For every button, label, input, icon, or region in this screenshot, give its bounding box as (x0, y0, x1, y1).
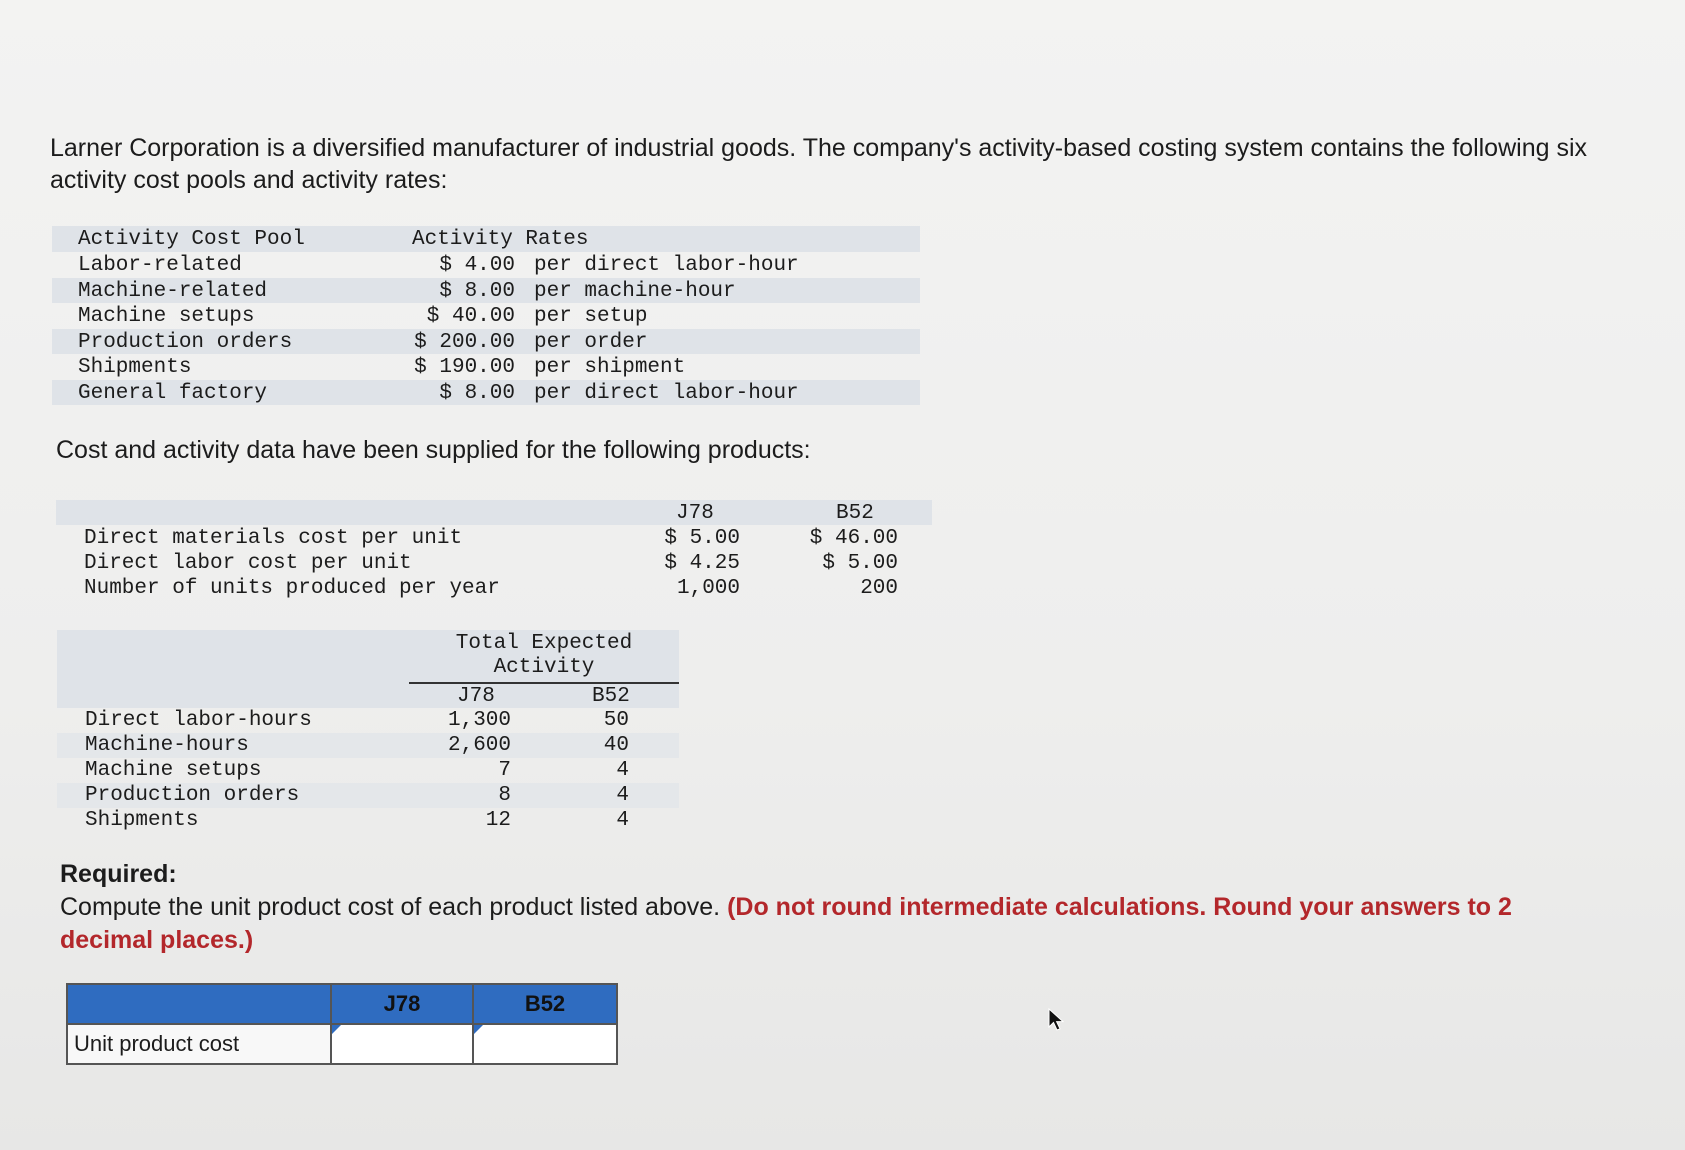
activity-header-row (57, 630, 679, 708)
rates-row (52, 252, 920, 278)
required-heading: Required: (60, 860, 177, 888)
answer-header-row (67, 984, 617, 1024)
j78-value: 1,000 (676, 577, 740, 600)
b52-value: 40 (603, 734, 629, 757)
cost-row (56, 550, 932, 575)
b52-value: 4 (616, 809, 629, 832)
b52-value: $ 46.00 (809, 527, 898, 550)
activity-row-label: Machine-hours (85, 734, 249, 757)
rate-value: $ 4.00 (439, 254, 515, 277)
cost-row (56, 575, 932, 600)
b52-value: 4 (616, 784, 629, 807)
activity-header-rule (409, 682, 679, 684)
answer-row (67, 1024, 617, 1064)
rate-value: $ 8.00 (439, 279, 515, 303)
j78-value: 1,300 (447, 709, 511, 732)
b52-value: $ 5.00 (822, 552, 898, 575)
rate-unit: per shipment (534, 356, 686, 379)
pool-name: Machine setups (78, 305, 255, 328)
j78-answer-cell[interactable] (331, 1024, 473, 1064)
rate-value: $ 8.00 (439, 381, 515, 405)
rates-row (52, 354, 920, 380)
cost-intro-text: Cost and activity data have been supplied for the following products: (56, 436, 811, 464)
answer-table (66, 983, 618, 1065)
pool-name: Machine-related (78, 279, 268, 303)
b52-column-header: B52 (836, 502, 874, 525)
rates-header-row (52, 226, 920, 252)
pool-name: Shipments (78, 356, 192, 379)
rate-value: $ 200.00 (414, 330, 515, 354)
input-marker-icon (332, 1025, 341, 1034)
rate-unit: per order (534, 330, 648, 354)
activity-row (57, 758, 679, 783)
activity-row-label: Machine setups (85, 759, 262, 782)
j78-value: 8 (498, 784, 511, 807)
b52-value: 200 (860, 577, 898, 600)
input-marker-icon (474, 1025, 483, 1034)
j78-unit-cost-input[interactable] (332, 1025, 472, 1063)
activity-title-line1: Total Expected (455, 632, 633, 655)
activity-rates-table (52, 226, 920, 405)
intro-text: Larner Corporation is a diversified manufacturer of industrial goods. The company's activity-based costing system contains the following six activity cost pools and activity rates: (50, 134, 1587, 194)
j78-column-header: J78 (457, 685, 495, 708)
b52-value: 50 (603, 709, 629, 732)
rate-unit: per setup (534, 305, 648, 328)
b52-column-header: B52 (592, 685, 630, 708)
cost-row-label: Direct materials cost per unit (84, 527, 463, 550)
activity-row (57, 708, 679, 733)
cost-data-table (56, 500, 932, 600)
rates-row (52, 278, 920, 304)
activity-row (57, 808, 679, 833)
rate-unit: per machine-hour (534, 279, 736, 303)
rate-unit: per direct labor-hour (534, 381, 799, 405)
rounding-note: (Do not round intermediate calculations. Round your answers to 2 decimal places.) (60, 893, 1512, 954)
activity-group-title (409, 632, 679, 680)
b52-answer-header: B52 (473, 984, 617, 1024)
j78-value: 2,600 (447, 734, 511, 757)
required-text: Compute the unit product cost of each product listed above. (60, 893, 728, 921)
rates-row (52, 329, 920, 355)
j78-value: $ 5.00 (664, 527, 740, 550)
cost-row (56, 525, 932, 550)
b52-answer-cell[interactable] (473, 1024, 617, 1064)
pool-name: Production orders (78, 330, 293, 354)
rates-row (52, 303, 920, 329)
j78-value: $ 4.25 (664, 552, 740, 575)
rates-column-header: Activity Rates (412, 228, 589, 251)
mouse-pointer-icon (1048, 1008, 1066, 1032)
b52-unit-cost-input[interactable] (474, 1025, 616, 1063)
required-section (60, 858, 1600, 957)
j78-answer-header: J78 (331, 984, 473, 1024)
activity-row-label: Direct labor-hours (85, 709, 312, 732)
j78-value: 7 (498, 759, 511, 782)
j78-column-header: J78 (676, 502, 714, 525)
pool-column-header: Activity Cost Pool (78, 228, 305, 251)
expected-activity-table (57, 630, 679, 833)
cost-header-row (56, 500, 932, 525)
b52-value: 4 (616, 759, 629, 782)
activity-row-label: Shipments (85, 809, 199, 832)
activity-row-label: Production orders (85, 784, 300, 807)
j78-value: 12 (485, 809, 511, 832)
rate-value: $ 190.00 (414, 356, 515, 379)
cost-row-label: Number of units produced per year (84, 577, 500, 600)
unit-product-cost-label: Unit product cost (67, 1024, 331, 1064)
rate-unit: per direct labor-hour (534, 254, 799, 277)
pool-name: Labor-related (78, 254, 242, 277)
rates-row (52, 380, 920, 406)
activity-row (57, 783, 679, 808)
rate-value: $ 40.00 (426, 305, 515, 328)
activity-title-line2: Activity (493, 656, 595, 679)
answer-corner-cell (67, 984, 331, 1024)
activity-row (57, 733, 679, 758)
cost-row-label: Direct labor cost per unit (84, 552, 412, 575)
pool-name: General factory (78, 381, 268, 405)
